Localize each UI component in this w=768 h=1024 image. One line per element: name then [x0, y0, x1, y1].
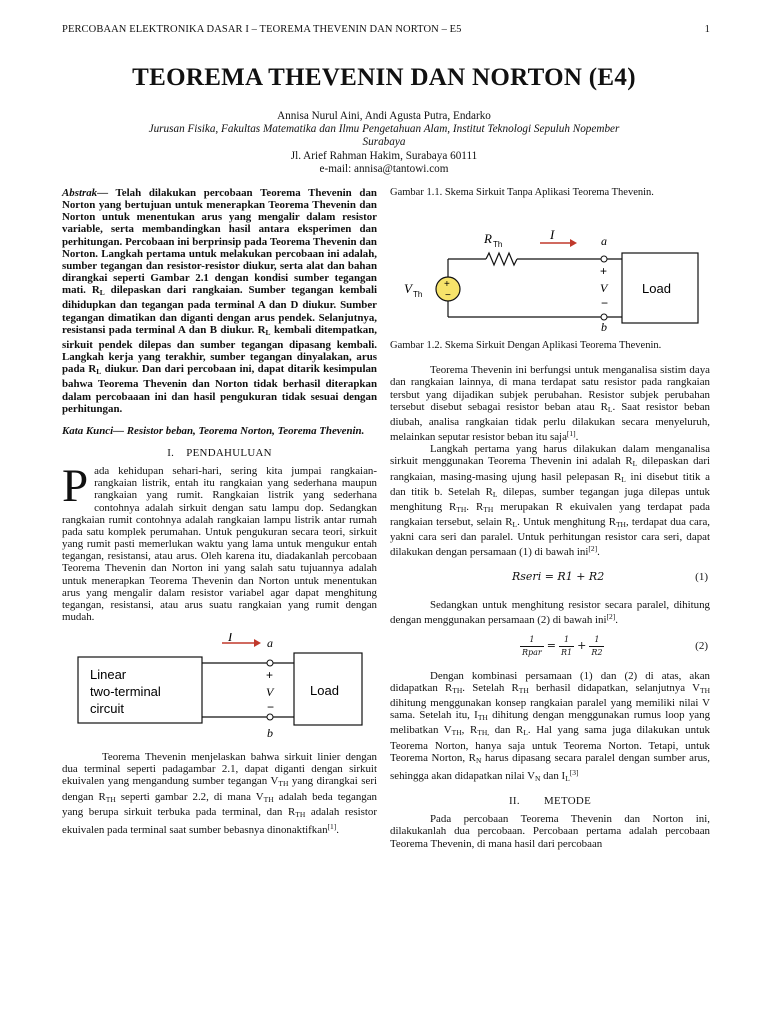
address: Jl. Arief Rahman Hakim, Surabaya 60111 [290, 149, 478, 162]
terminal-a-label: a [601, 234, 607, 249]
body-text: Langkah pertama yang harus dilakukan dalam menganalisa sirkuit menggunakan Teorema Thevenin ini adalah R [390, 443, 710, 468]
body-text: yang dirangkai seri dengan R [62, 775, 377, 803]
equation-2-number: (2) [695, 639, 708, 652]
terminal-a [267, 660, 273, 666]
minus-sign: − [267, 700, 275, 715]
body-text: . [575, 431, 579, 444]
figure-thevenin-circuit [390, 209, 710, 334]
body-text: seperti gambar 2.2, di mana V [115, 790, 264, 803]
vth-label: V [404, 281, 412, 297]
numerator: 1 [589, 634, 604, 647]
body-text: , terdapat dua cara, yakni cara seri dan paralel. Untuk perhitungan resistor cara seri, dapat dilakukan dengan persamaan (1) di bawah ini [390, 516, 710, 559]
fraction [559, 634, 574, 659]
abstract-text: diukur. Dan dari percobaan ini, dapat ditarik kesimpulan bahwa Teorema Thevenin dan Norton tidak berhasil diterapkan dalam percobaaan ini dan hasil pengukuran tidak sesuai dengan perhitungan. [62, 363, 377, 415]
thevenin-paragraph [62, 751, 377, 836]
subscript: L [512, 520, 518, 530]
paragraph-function [390, 364, 710, 443]
plus-sign: + [600, 264, 608, 279]
affiliation: Jurusan Fisika, Fakultas Matematika dan Ilmu Pengetahuan Alam, Institut Teknologi Sepuluh Nopember [148, 123, 620, 136]
body-text: . R [466, 500, 484, 513]
subscript: L [99, 288, 105, 298]
body-text: adalah beda tegangan yang berupa sirkuit terbuka pada terminal, dan R [62, 790, 377, 818]
keywords [62, 425, 377, 437]
voltage-label: V [266, 685, 274, 700]
section-heading-pendahuluan: I. PENDAHULUAN [167, 446, 272, 459]
equation-1-number: (1) [695, 570, 708, 583]
citation: [2] [588, 544, 598, 554]
abstract-label: Abstrak [62, 187, 98, 199]
subscript: L [523, 728, 528, 738]
subscript: TH [452, 685, 463, 695]
terminal-b-label: b [601, 320, 607, 335]
denominator: R1 [560, 647, 573, 657]
subscript: TH [518, 685, 529, 695]
load-label: Load [642, 281, 671, 297]
terminal-b-label: b [267, 726, 273, 741]
body-text: harus dipasang secara paralel dengan sumber arus, sehingga akan didapatkan nilai V [390, 751, 710, 782]
abstract-text: — Telah dilakukan percobaan Teorema Thevenin dan Norton yang bertujuan untuk menerapkan Teorema Thevenin dan Norton untuk menentukan arus yang mengalir dalam resistor variable, serta membandingkan hasil antara eksperimen dan perhitungan. Percobaan ini berprinsip pada Teorema Thevenin dan Norton. Langkah pertama untuk melakukan percobaan ini adalah, sumber tegangan dan resistor-resistor diukur, serta alat dan bahan dirangkai seperti Gambar 2.1 dengan kondisi sumber tegangan mati. R [62, 187, 377, 297]
citation: [1] [566, 429, 576, 439]
body-text: adalah resistor ekuivalen pada terminal saat sumber bebasnya dinonaktifkan [62, 805, 377, 836]
abstract [62, 187, 377, 415]
intro-paragraph [62, 460, 377, 623]
subscript: N [475, 755, 482, 765]
drop-cap: P [62, 460, 89, 513]
source-plus: + [444, 279, 450, 291]
body-text: . [336, 823, 340, 836]
left-column [62, 187, 377, 836]
right-column [390, 187, 710, 850]
body-text: Dengan kombinasi persamaan (1) dan (2) di atas, akan didapatkan R [390, 669, 710, 694]
intro-text: ada kehidupan sehari-hari, sering kita jumpai rangkaian-rangkaian listrik, entah itu rangkaian yang sederhana maupun rangkaian yang rumit. Rangkaian listrik yang sederhana contohnya adalah sirkuit dengan satu lampu dop. Sedangkan rangkaian rumit contohnya adalah rangkaian lampu listrik antar rumah pada satu komplek perumahan. Untuk pengukuran secara teori, sirkuit yang rumit pasti memerlukan waktu yang lama untuk mengukur entah tegangan, resistansi, atau arus. Oleh karena itu, diadakanlah percobaan Teorema Thevenin dan Norton ini yang salah satu tujuannya adalah untuk menerapkan Teorema Thevenin dan Norton untuk menentukan arus yang mengalir dalam resistor variabel agar dapat menghitung tegangan, resistansi, atau arus suatu rangkaian yang rumit dengan mudah. [62, 465, 377, 623]
current-label: I [550, 227, 555, 243]
body-text: dihitung dengan menggunakan rumus loop yang melibatkan V [390, 709, 711, 737]
affiliation-city: Surabaya [362, 136, 406, 149]
citation: [3] [569, 767, 579, 777]
equation-2-body [520, 634, 604, 659]
subscript: TH, [477, 728, 490, 738]
numerator: 1 [520, 634, 544, 647]
body-text: Sedangkan untuk menghitung resistor secara paralel, dihitung dengan menggunakan persamaan (2) di bawah ini [390, 598, 710, 626]
subscript: TH [278, 779, 289, 789]
numerator: 1 [559, 634, 574, 647]
subscript: L [621, 474, 626, 484]
citation: [2] [606, 611, 616, 621]
subscript: TH [615, 520, 626, 530]
subscript: TH [477, 713, 488, 723]
body-text: . Untuk menghitung R [517, 516, 616, 529]
subscript: L [96, 367, 102, 377]
minus-sign: − [601, 296, 609, 311]
fraction [589, 634, 604, 659]
current-label: I [228, 633, 233, 645]
paragraph-method: Pada percobaan Teorema Thevenin dan Norton ini, dilakukanlah dua percobaan. Percobaan pertama adalah percobaan Teorema Thevenin, di mana hasil dari percobaan [390, 813, 710, 850]
body-text: . [597, 546, 600, 559]
subscript: TH [699, 685, 710, 695]
equation-1 [390, 567, 710, 589]
vth-sub: Th [413, 290, 423, 300]
subscript: TH [451, 728, 462, 738]
body-text: dan I [540, 769, 566, 782]
body-text: berhasil didapatkan, selanjutnya V [528, 681, 700, 694]
plus-sign: + [266, 668, 274, 683]
running-title: PERCOBAAN ELEKTRONIKA DASAR I – TEOREMA THEVENIN DAN NORTON – E5 [62, 24, 462, 35]
body-text: . [615, 613, 619, 626]
body-text: . Hal yang sama juga dilakukan untuk Teorema Norton, hanya saja untuk Teorema Norton. Tetapi, untuk Teorema Norton, R [390, 724, 710, 764]
body-text: Teorema Thevenin ini berfungsi untuk menganalisa sistim daya dan rangkaian lainnya, di mana terdapat satu resistor pada rangkaian tersbut yang dijadikan subjek perubahan. Resistor subjek perubahan tersebut disebut sebagai resistor beban atau R [390, 364, 710, 413]
body-text: , R [461, 724, 478, 737]
body-text: merupakan R ekuivalen yang terdapat pada rangkaian tersebut, selain R [390, 500, 710, 529]
body-text: dihitung menggunakan konsep rangkaian paralel yang memiliki nilai V sama. Setelah itu, I [390, 697, 710, 722]
subscript: TH [263, 794, 274, 804]
denominator: R2 [591, 647, 603, 657]
subscript: L [492, 489, 498, 499]
paragraph-combination [390, 670, 710, 785]
linear-box-line2: two-terminal [90, 684, 161, 700]
abstract-text: dilepaskan dari rangkaian. Sumber tegangan kembali dihidupkan dan tegangan pada terminal A dan D diukur. Sumber tegangan dimatikan dan diganti dengan arus pendek. Selanjutnya, resistansi pada terminal A dan B diukur. R [62, 284, 377, 336]
subscript: TH [105, 794, 116, 804]
equation-1-body: Rseri = R1 + R2 [512, 569, 605, 583]
denominator: Rpar [522, 647, 542, 657]
section-heading-metode: II. METODE [508, 795, 592, 808]
subscript: L [565, 773, 570, 783]
figure-caption-2: Gambar 1.2. Skema Sirkuit Dengan Aplikasi Teorema Thevenin. [390, 340, 662, 352]
equals-sign: = [546, 639, 556, 653]
body-text: ini disebut titik a dan titik b. Setelah R [390, 470, 710, 498]
body-text: . Setelah R [462, 681, 519, 694]
citation: [1] [327, 821, 337, 831]
load-label: Load [310, 683, 339, 699]
rth-label: R [484, 231, 492, 247]
body-text: dilepaskan dari rangkaian, masing-masing ujung hasil pelepasan R [390, 455, 711, 483]
abstract-text: kembali ditempatkan, sirkuit pendek dilepas dan sumber tegangan dipasang kembali. Langkah kerja yang terakhir, sumber tegangan dinyalakan, arus pada R [62, 323, 377, 376]
terminal-b [267, 714, 273, 720]
linear-box-line1: Linear [90, 667, 127, 683]
source-minus: − [445, 290, 451, 302]
figure-linear-circuit [62, 633, 377, 745]
subscript: L [265, 327, 271, 337]
subscript: TH [295, 809, 306, 819]
keywords-label: Kata Kunci— [62, 424, 125, 437]
terminal-a-label: a [267, 636, 273, 651]
figure-caption-1: Gambar 1.1. Skema Sirkuit Tanpa Aplikasi Teorema Thevenin. [390, 187, 654, 198]
body-text: . Saat resistor beban diubah, analisa rangkaian tidak perlu dilakukan secara menyeluruh, melainkan seputar resistor beban itu saja [390, 400, 710, 444]
body-text: dilepas, sumber tegangan juga dilepas untuk menghitung R [390, 485, 711, 513]
page-number: 1 [704, 24, 710, 35]
equation-2 [390, 634, 710, 660]
author-block [100, 110, 668, 176]
keywords-text: Resistor beban, Teorema Norton, Teorema Thevenin. [124, 424, 365, 437]
email: e-mail: annisa@tantowi.com [319, 162, 449, 175]
linear-box-line3: circuit [90, 701, 124, 717]
terminal-a [601, 256, 607, 262]
subscript: N [534, 773, 541, 783]
fraction [520, 634, 544, 659]
subscript: TH [483, 504, 494, 514]
subscript: L [632, 459, 638, 469]
subscript: TH [456, 504, 467, 514]
body-text: Teorema Thevenin menjelaskan bahwa sirkuit linier dengan dua terminal seperti padagambar 2.1, dapat diganti dengan sirkuit ekuivalen yang mengandung sumber tegangan V [62, 751, 377, 788]
paragraph-parallel [390, 599, 710, 626]
running-header [62, 24, 710, 38]
subscript: L [607, 404, 613, 414]
paragraph-steps [390, 443, 710, 558]
plus-sign: + [577, 639, 587, 653]
rth-sub: Th [493, 240, 503, 250]
body-text: dan R [489, 724, 524, 737]
author-names: Annisa Nurul Aini, Andi Agusta Putra, Endarko [277, 110, 491, 122]
paper-title: TEOREMA THEVENIN DAN NORTON (E4) [132, 64, 636, 91]
voltage-label: V [600, 281, 608, 296]
